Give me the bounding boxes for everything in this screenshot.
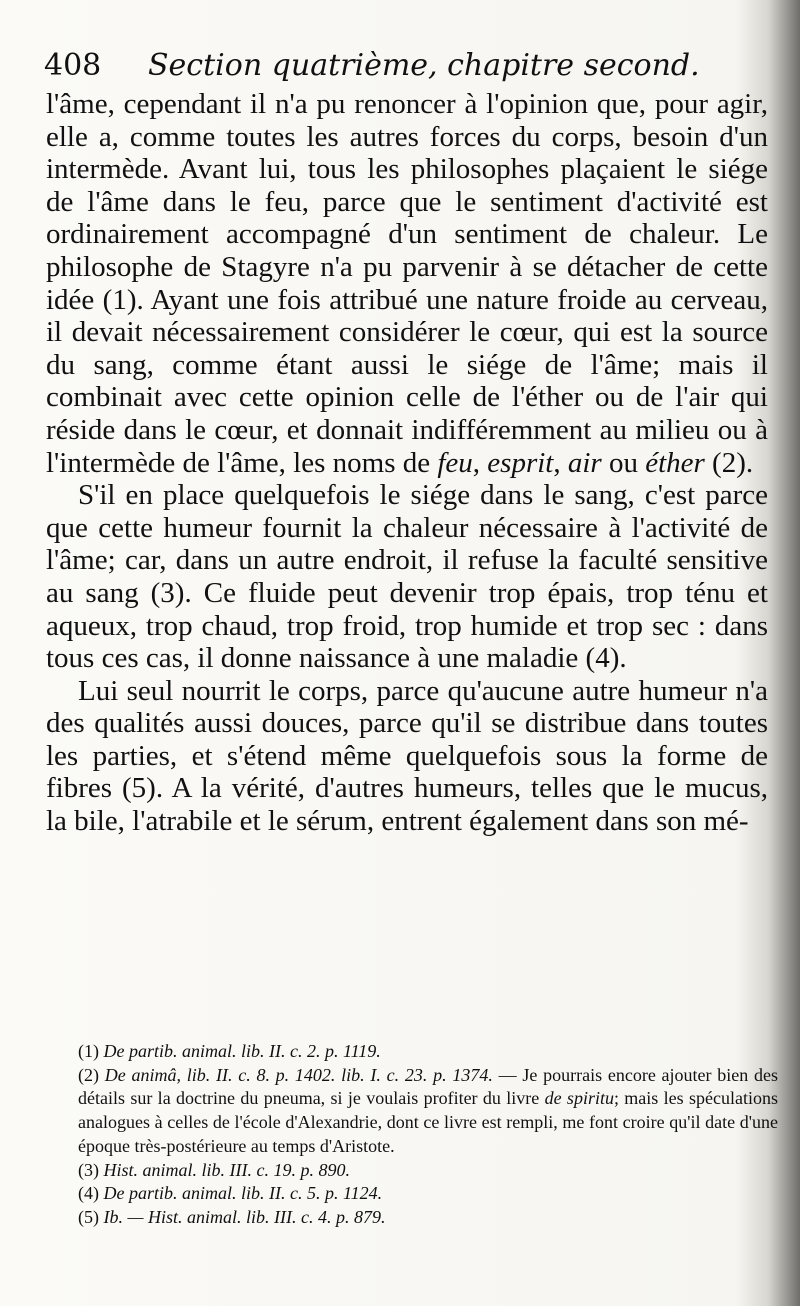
term-air: air [567, 446, 602, 479]
footnote-book-title: de spiritu [544, 1088, 614, 1109]
footnote-2 [78, 1064, 778, 1159]
footnote-reference: De partib. animal. lib. II. c. 5. p. 1124. [103, 1183, 383, 1204]
footnote-number: (4) [78, 1183, 99, 1204]
footnote-text: ; mais les spéculations analogues à celles de l'école d'Alexandrie, dont ce livre est rempli, me font croire qu'il date d'une époque très-postérieure au temps d'Aristote. [78, 1088, 778, 1156]
footnote-number: (3) [78, 1159, 99, 1180]
footnote-5 [78, 1206, 778, 1230]
paragraph-2: S'il en place quelquefois le siége dans le sang, c'est parce que cette humeur fournit la chaleur nécessaire à l'activité de l'âme; car, dans un autre endroit, il refuse la faculté sensitive au sang (3). Ce fluide peut devenir trop épais, trop ténu et aqueux, trop chaud, trop froid, trop humide et trop sec : dans tous ces cas, il donne naissance à une maladie (4). [46, 479, 768, 675]
paragraph-3: Lui seul nourrit le corps, parce qu'aucune autre humeur n'a des qualités aussi douces, parce qu'il se distribue dans toutes les parties, et s'étend même quelquefois sous la forme de fibres (5). A la vérité, d'autres humeurs, telles que le mucus, la bile, l'atrabile et le sérum, entrent également dans son mé- [46, 674, 768, 838]
footnote-text: — Je pourrais encore ajouter bien des détails sur la doctrine du pneuma, si je voulais profiter du livre [78, 1064, 779, 1109]
footnote-3 [78, 1159, 778, 1183]
footnote-4 [78, 1182, 778, 1206]
footnote-1 [78, 1040, 778, 1064]
footnote-reference: De animâ, lib. II. c. 8. p. 1402. lib. I. c. 23. p. 1374. [104, 1064, 493, 1085]
page-number: 408 [44, 48, 102, 83]
page-header [44, 44, 764, 88]
separator: , [553, 446, 568, 479]
separator: , [472, 446, 488, 479]
term-esprit: esprit [487, 446, 554, 479]
footnote-number: (2) [78, 1064, 99, 1085]
footnote-reference: Hist. animal. lib. III. c. 19. p. 890. [103, 1159, 350, 1180]
footnote-number: (5) [78, 1206, 99, 1227]
footnote-reference: De partib. animal. lib. II. c. 2. p. 1119. [103, 1041, 381, 1061]
term-ether: éther [645, 446, 705, 479]
running-head: Section quatrième, chapitre second. [148, 48, 700, 83]
paragraph-1-text: l'âme, cependant il n'a pu renoncer à l'opinion que, pour agir, elle a, comme toutes les autres forces du corps, besoin d'un intermède. Avant lui, tous les philosophes plaçaient le siége de l'âme dans le feu, parce que le sentiment d'activité est ordinairement accompagné d'un sentiment de chaleur. Le philosophe de Stagyre n'a pu parvenir à se détacher de cette idée (1). Ayant une fois attribué une nature froide au cerveau, il devait nécessairement considérer le cœur, qui est la source du sang, comme étant aussi le siége de l'âme; mais il combinait avec cette opinion celle de l'éther ou de l'air qui réside dans le cœur, et donnait indifféremment au milieu ou à l'intermède de l'âme, les noms de [46, 88, 768, 479]
paragraph-1 [46, 88, 768, 479]
footnote-reference: Ib. — Hist. animal. lib. III. c. 4. p. 879. [103, 1206, 386, 1227]
footnotes [78, 1040, 778, 1230]
footnote-number: (1) [78, 1041, 99, 1061]
term-feu: feu [437, 446, 473, 479]
separator: ou [601, 446, 646, 479]
main-text [46, 88, 768, 838]
paragraph-1-end: (2). [704, 446, 754, 479]
